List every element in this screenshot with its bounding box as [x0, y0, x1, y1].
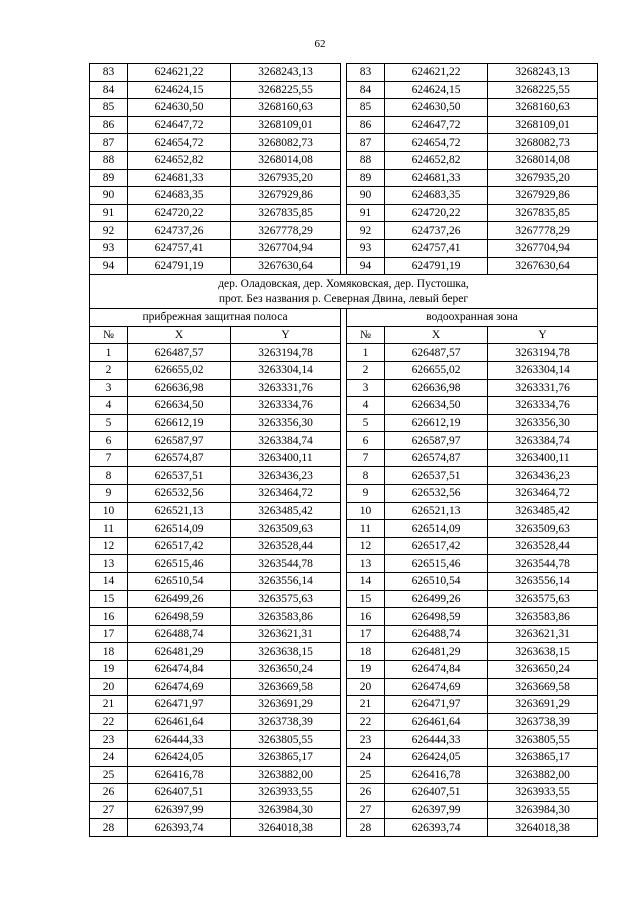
left-point-number: 2	[90, 361, 128, 379]
right-point-number: 83	[347, 64, 385, 82]
right-y-value: 3267929,86	[488, 187, 598, 205]
right-point-number: 5	[347, 414, 385, 432]
left-number-header: №	[90, 326, 128, 344]
left-y-value: 3267929,86	[231, 187, 341, 205]
right-x-value: 626499,26	[385, 590, 488, 608]
right-point-number: 87	[347, 134, 385, 152]
right-x-value: 626517,42	[385, 537, 488, 555]
left-point-number: 20	[90, 678, 128, 696]
top-rows-group	[90, 64, 598, 275]
right-y-value: 3263575,63	[488, 590, 598, 608]
left-y-value: 3267935,20	[231, 169, 341, 187]
left-x-value: 626397,99	[128, 801, 231, 819]
right-y-value: 3263933,55	[488, 784, 598, 802]
right-y-value: 3263334,76	[488, 397, 598, 415]
right-point-number: 92	[347, 222, 385, 240]
left-y-value: 3263485,42	[231, 502, 341, 520]
section-title	[90, 275, 598, 309]
right-point-number: 90	[347, 187, 385, 205]
left-y-value: 3268014,08	[231, 151, 341, 169]
left-y-value: 3263805,55	[231, 731, 341, 749]
table-row	[90, 151, 598, 169]
table-row	[90, 696, 598, 714]
right-y-value: 3268160,63	[488, 99, 598, 117]
left-point-number: 13	[90, 555, 128, 573]
table-row	[90, 222, 598, 240]
left-y-value: 3268109,01	[231, 116, 341, 134]
right-y-value: 3268225,55	[488, 81, 598, 99]
bottom-rows-group	[90, 344, 598, 837]
left-x-value: 626393,74	[128, 819, 231, 837]
right-point-number: 28	[347, 819, 385, 837]
left-point-number: 8	[90, 467, 128, 485]
right-y-value: 3268014,08	[488, 151, 598, 169]
right-point-number: 26	[347, 784, 385, 802]
left-point-number: 23	[90, 731, 128, 749]
left-point-number: 83	[90, 64, 128, 82]
left-y-value: 3268225,55	[231, 81, 341, 99]
left-x-value: 624681,33	[128, 169, 231, 187]
right-x-value: 624647,72	[385, 116, 488, 134]
left-point-number: 15	[90, 590, 128, 608]
left-x-value: 626655,02	[128, 361, 231, 379]
right-x-value: 626487,57	[385, 344, 488, 362]
table-row	[90, 414, 598, 432]
left-y-value: 3263436,23	[231, 467, 341, 485]
right-point-number: 84	[347, 81, 385, 99]
table-row	[90, 257, 598, 275]
table-row	[90, 678, 598, 696]
left-y-value: 3263194,78	[231, 344, 341, 362]
right-x-value: 624681,33	[385, 169, 488, 187]
right-y-value: 3264018,38	[488, 819, 598, 837]
left-point-number: 12	[90, 537, 128, 555]
right-point-number: 25	[347, 766, 385, 784]
right-point-number: 17	[347, 625, 385, 643]
table-row	[90, 608, 598, 626]
right-x-value: 626424,05	[385, 748, 488, 766]
right-y-value: 3263865,17	[488, 748, 598, 766]
table-row	[90, 485, 598, 503]
left-x-value: 624757,41	[128, 239, 231, 257]
left-x-value: 626424,05	[128, 748, 231, 766]
right-y-value: 3263984,30	[488, 801, 598, 819]
right-y-value: 3263669,58	[488, 678, 598, 696]
table-row	[90, 819, 598, 837]
left-x-value: 624647,72	[128, 116, 231, 134]
left-y-value: 3263356,30	[231, 414, 341, 432]
right-point-number: 88	[347, 151, 385, 169]
left-x-value: 626517,42	[128, 537, 231, 555]
right-x-value: 624624,15	[385, 81, 488, 99]
left-x-value: 624654,72	[128, 134, 231, 152]
left-x-value: 624630,50	[128, 99, 231, 117]
right-x-value: 626444,33	[385, 731, 488, 749]
left-x-value: 626474,69	[128, 678, 231, 696]
left-x-value: 626481,29	[128, 643, 231, 661]
table-row	[90, 379, 598, 397]
left-y-value: 3263669,58	[231, 678, 341, 696]
left-x-value: 626510,54	[128, 573, 231, 591]
right-y-value: 3267935,20	[488, 169, 598, 187]
left-point-number: 4	[90, 397, 128, 415]
left-y-value: 3263400,11	[231, 449, 341, 467]
right-y-value: 3268082,73	[488, 134, 598, 152]
right-y-value: 3267704,94	[488, 239, 598, 257]
left-point-number: 10	[90, 502, 128, 520]
left-x-value: 626461,64	[128, 713, 231, 731]
right-y-value: 3267835,85	[488, 204, 598, 222]
left-x-value: 624683,35	[128, 187, 231, 205]
left-point-number: 92	[90, 222, 128, 240]
right-y-value: 3263331,76	[488, 379, 598, 397]
section-header-group	[90, 275, 598, 344]
right-x-value: 626521,13	[385, 502, 488, 520]
right-y-value: 3263544,78	[488, 555, 598, 573]
left-y-value: 3267835,85	[231, 204, 341, 222]
right-y-value: 3263805,55	[488, 731, 598, 749]
right-x-value: 626574,87	[385, 449, 488, 467]
left-x-value: 624737,26	[128, 222, 231, 240]
left-point-number: 27	[90, 801, 128, 819]
zone-header-row	[90, 309, 598, 327]
left-y-value: 3263650,24	[231, 661, 341, 679]
table-row	[90, 520, 598, 538]
left-x-value: 626474,84	[128, 661, 231, 679]
left-y-value: 3263882,00	[231, 766, 341, 784]
left-point-number: 26	[90, 784, 128, 802]
left-point-number: 19	[90, 661, 128, 679]
right-y-value: 3268243,13	[488, 64, 598, 82]
right-x-value: 624720,22	[385, 204, 488, 222]
right-point-number: 10	[347, 502, 385, 520]
right-zone-header: водоохранная зона	[347, 309, 598, 327]
left-y-value: 3267778,29	[231, 222, 341, 240]
left-x-value: 624791,19	[128, 257, 231, 275]
right-x-value: 626471,97	[385, 696, 488, 714]
right-y-value: 3263882,00	[488, 766, 598, 784]
right-x-value: 626416,78	[385, 766, 488, 784]
table-row	[90, 784, 598, 802]
right-point-number: 12	[347, 537, 385, 555]
right-y-value: 3263304,14	[488, 361, 598, 379]
table-row	[90, 467, 598, 485]
table-row	[90, 169, 598, 187]
left-x-value: 626514,09	[128, 520, 231, 538]
right-x-value: 624757,41	[385, 239, 488, 257]
left-y-value: 3263984,30	[231, 801, 341, 819]
right-point-number: 24	[347, 748, 385, 766]
left-x-value: 626499,26	[128, 590, 231, 608]
right-y-value: 3263738,39	[488, 713, 598, 731]
right-y-value: 3263638,15	[488, 643, 598, 661]
left-point-number: 89	[90, 169, 128, 187]
left-point-number: 85	[90, 99, 128, 117]
left-y-value: 3268082,73	[231, 134, 341, 152]
table-row	[90, 731, 598, 749]
left-y-value: 3264018,38	[231, 819, 341, 837]
left-point-number: 84	[90, 81, 128, 99]
left-x-value: 626488,74	[128, 625, 231, 643]
right-x-value: 626407,51	[385, 784, 488, 802]
right-x-value: 626587,97	[385, 432, 488, 450]
section-title-line-1: дер. Оладовская, дер. Хомяковская, дер. Пустошка,	[218, 277, 469, 290]
left-y-value: 3263334,76	[231, 397, 341, 415]
right-point-number: 4	[347, 397, 385, 415]
right-x-value: 624652,82	[385, 151, 488, 169]
left-y-value: 3263575,63	[231, 590, 341, 608]
table-row	[90, 766, 598, 784]
right-y-value: 3263556,14	[488, 573, 598, 591]
left-x-value: 626471,97	[128, 696, 231, 714]
section-title-line-2: прот. Без названия р. Северная Двина, левый берег	[218, 292, 469, 305]
left-y-value: 3263544,78	[231, 555, 341, 573]
table-row	[90, 204, 598, 222]
left-point-number: 28	[90, 819, 128, 837]
table-row	[90, 432, 598, 450]
right-x-value: 626634,50	[385, 397, 488, 415]
left-y-value: 3263556,14	[231, 573, 341, 591]
right-x-value: 626514,09	[385, 520, 488, 538]
left-y-value: 3263384,74	[231, 432, 341, 450]
right-point-number: 9	[347, 485, 385, 503]
left-x-value: 624624,15	[128, 81, 231, 99]
right-y-header: Y	[488, 326, 598, 344]
right-y-value: 3263384,74	[488, 432, 598, 450]
right-point-number: 27	[347, 801, 385, 819]
right-point-number: 18	[347, 643, 385, 661]
right-point-number: 3	[347, 379, 385, 397]
left-point-number: 90	[90, 187, 128, 205]
table-row	[90, 625, 598, 643]
left-point-number: 25	[90, 766, 128, 784]
right-x-value: 624737,26	[385, 222, 488, 240]
table-row	[90, 64, 598, 82]
left-point-number: 11	[90, 520, 128, 538]
left-x-value: 626612,19	[128, 414, 231, 432]
left-y-value: 3263509,63	[231, 520, 341, 538]
right-x-value: 626515,46	[385, 555, 488, 573]
table-row	[90, 361, 598, 379]
left-y-value: 3263691,29	[231, 696, 341, 714]
left-point-number: 6	[90, 432, 128, 450]
right-point-number: 16	[347, 608, 385, 626]
left-point-number: 7	[90, 449, 128, 467]
right-point-number: 1	[347, 344, 385, 362]
table-row	[90, 748, 598, 766]
left-point-number: 91	[90, 204, 128, 222]
left-y-value: 3263528,44	[231, 537, 341, 555]
table-row	[90, 502, 598, 520]
right-y-value: 3263400,11	[488, 449, 598, 467]
right-point-number: 93	[347, 239, 385, 257]
left-point-number: 24	[90, 748, 128, 766]
left-x-value: 626537,51	[128, 467, 231, 485]
right-point-number: 19	[347, 661, 385, 679]
table-row	[90, 590, 598, 608]
right-x-header: X	[385, 326, 488, 344]
right-x-value: 626488,74	[385, 625, 488, 643]
table-row	[90, 449, 598, 467]
table-row	[90, 801, 598, 819]
left-point-number: 5	[90, 414, 128, 432]
table-row	[90, 537, 598, 555]
left-x-value: 624621,22	[128, 64, 231, 82]
right-x-value: 626537,51	[385, 467, 488, 485]
left-y-value: 3263583,86	[231, 608, 341, 626]
table-row	[90, 116, 598, 134]
right-x-value: 626636,98	[385, 379, 488, 397]
left-point-number: 22	[90, 713, 128, 731]
right-y-value: 3263509,63	[488, 520, 598, 538]
right-x-value: 626461,64	[385, 713, 488, 731]
left-y-value: 3263865,17	[231, 748, 341, 766]
left-point-number: 17	[90, 625, 128, 643]
right-point-number: 89	[347, 169, 385, 187]
column-header-row	[90, 326, 598, 344]
right-point-number: 86	[347, 116, 385, 134]
right-point-number: 6	[347, 432, 385, 450]
right-x-value: 626397,99	[385, 801, 488, 819]
right-point-number: 2	[347, 361, 385, 379]
left-point-number: 1	[90, 344, 128, 362]
left-point-number: 14	[90, 573, 128, 591]
left-point-number: 21	[90, 696, 128, 714]
right-point-number: 21	[347, 696, 385, 714]
right-y-value: 3263485,42	[488, 502, 598, 520]
right-x-value: 626393,74	[385, 819, 488, 837]
left-x-value: 626515,46	[128, 555, 231, 573]
right-point-number: 15	[347, 590, 385, 608]
right-x-value: 626498,59	[385, 608, 488, 626]
right-x-value: 626532,56	[385, 485, 488, 503]
right-point-number: 14	[347, 573, 385, 591]
right-y-value: 3263464,72	[488, 485, 598, 503]
left-point-number: 94	[90, 257, 128, 275]
right-point-number: 7	[347, 449, 385, 467]
left-y-value: 3267630,64	[231, 257, 341, 275]
right-x-value: 626474,84	[385, 661, 488, 679]
left-y-value: 3263331,76	[231, 379, 341, 397]
page-number: 62	[314, 38, 326, 50]
table-row	[90, 239, 598, 257]
left-point-number: 88	[90, 151, 128, 169]
right-x-value: 624791,19	[385, 257, 488, 275]
left-x-value: 626416,78	[128, 766, 231, 784]
right-point-number: 94	[347, 257, 385, 275]
left-y-value: 3263621,31	[231, 625, 341, 643]
left-y-value: 3263738,39	[231, 713, 341, 731]
right-x-value: 626655,02	[385, 361, 488, 379]
right-y-value: 3263194,78	[488, 344, 598, 362]
right-y-value: 3263650,24	[488, 661, 598, 679]
right-x-value: 626612,19	[385, 414, 488, 432]
left-x-value: 626634,50	[128, 397, 231, 415]
left-x-value: 626521,13	[128, 502, 231, 520]
left-y-value: 3263638,15	[231, 643, 341, 661]
right-point-number: 8	[347, 467, 385, 485]
right-x-value: 624683,35	[385, 187, 488, 205]
coordinates-table	[89, 63, 598, 837]
left-y-value: 3268160,63	[231, 99, 341, 117]
table-row	[90, 573, 598, 591]
left-y-value: 3268243,13	[231, 64, 341, 82]
right-x-value: 624654,72	[385, 134, 488, 152]
section-title-row	[90, 275, 598, 309]
right-y-value: 3263621,31	[488, 625, 598, 643]
right-y-value: 3268109,01	[488, 116, 598, 134]
right-y-value: 3263691,29	[488, 696, 598, 714]
right-y-value: 3267778,29	[488, 222, 598, 240]
table-row	[90, 555, 598, 573]
right-point-number: 20	[347, 678, 385, 696]
table-row	[90, 397, 598, 415]
left-x-value: 626587,97	[128, 432, 231, 450]
right-y-value: 3267630,64	[488, 257, 598, 275]
left-point-number: 3	[90, 379, 128, 397]
left-point-number: 9	[90, 485, 128, 503]
right-y-value: 3263583,86	[488, 608, 598, 626]
table-row	[90, 643, 598, 661]
right-x-value: 624630,50	[385, 99, 488, 117]
left-y-value: 3263304,14	[231, 361, 341, 379]
left-x-value: 626444,33	[128, 731, 231, 749]
right-y-value: 3263356,30	[488, 414, 598, 432]
left-x-header: X	[128, 326, 231, 344]
right-x-value: 626481,29	[385, 643, 488, 661]
left-x-value: 626407,51	[128, 784, 231, 802]
right-x-value: 626474,69	[385, 678, 488, 696]
right-x-value: 626510,54	[385, 573, 488, 591]
right-point-number: 91	[347, 204, 385, 222]
right-point-number: 22	[347, 713, 385, 731]
left-zone-header: прибрежная защитная полоса	[90, 309, 341, 327]
left-x-value: 626498,59	[128, 608, 231, 626]
left-x-value: 624652,82	[128, 151, 231, 169]
left-y-header: Y	[231, 326, 341, 344]
table-row	[90, 99, 598, 117]
left-point-number: 16	[90, 608, 128, 626]
left-x-value: 626532,56	[128, 485, 231, 503]
right-y-value: 3263528,44	[488, 537, 598, 555]
table-row	[90, 713, 598, 731]
right-point-number: 85	[347, 99, 385, 117]
left-point-number: 18	[90, 643, 128, 661]
left-x-value: 626636,98	[128, 379, 231, 397]
table-row	[90, 81, 598, 99]
left-y-value: 3267704,94	[231, 239, 341, 257]
table-row	[90, 134, 598, 152]
left-point-number: 86	[90, 116, 128, 134]
right-point-number: 23	[347, 731, 385, 749]
right-point-number: 13	[347, 555, 385, 573]
table-row	[90, 661, 598, 679]
table-row	[90, 344, 598, 362]
right-point-number: 11	[347, 520, 385, 538]
right-y-value: 3263436,23	[488, 467, 598, 485]
right-number-header: №	[347, 326, 385, 344]
left-y-value: 3263933,55	[231, 784, 341, 802]
left-point-number: 93	[90, 239, 128, 257]
left-point-number: 87	[90, 134, 128, 152]
left-y-value: 3263464,72	[231, 485, 341, 503]
left-x-value: 624720,22	[128, 204, 231, 222]
right-x-value: 624621,22	[385, 64, 488, 82]
left-x-value: 626574,87	[128, 449, 231, 467]
left-x-value: 626487,57	[128, 344, 231, 362]
table-row	[90, 187, 598, 205]
